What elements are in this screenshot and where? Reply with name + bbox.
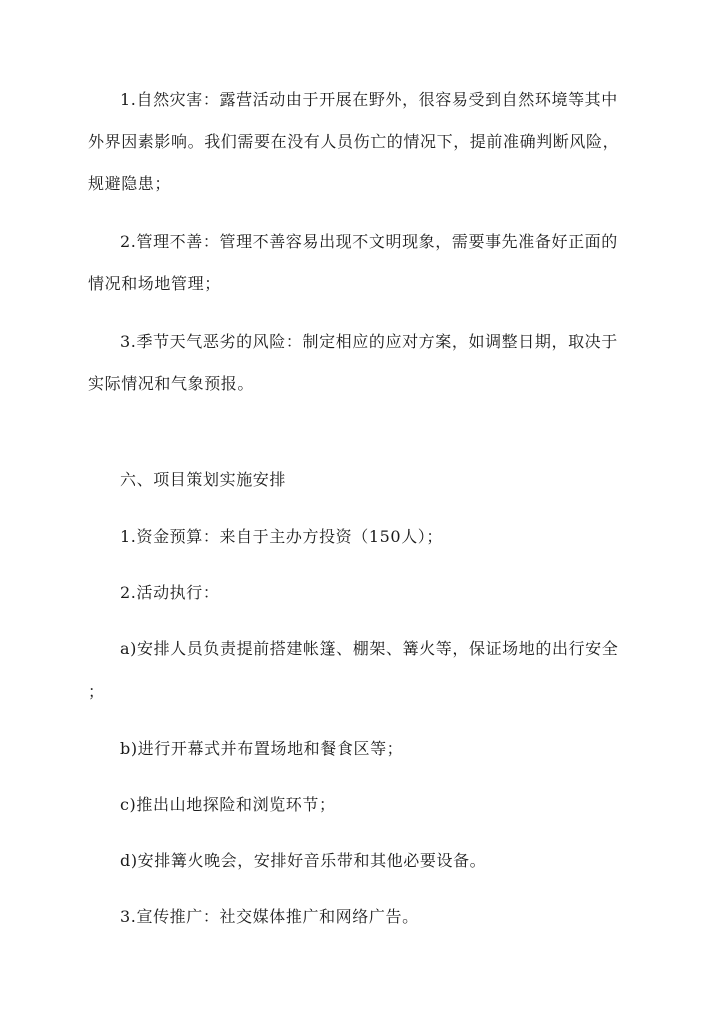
risk-item-1-line-1: 1.自然灾害：露营活动由于开展在野外，很容易受到自然环境等其中 [120,90,618,109]
step-a-line-2: ； [88,682,105,701]
risk-item-2-line-2: 情况和场地管理； [88,274,221,293]
risk-item-1-line-3: 规避隐患； [88,174,172,193]
risk-item-2-line-1: 2.管理不善：管理不善容易出现不文明现象，需要事先准备好正面的 [120,232,618,251]
step-d: d)安排篝火晚会，安排好音乐带和其他必要设备。 [120,851,487,870]
step-a-line-1: a)安排人员负责提前搭建帐篷、棚架、篝火等，保证场地的出行安全 [120,639,619,658]
risk-item-3-line-1: 3.季节天气恶劣的风险：制定相应的应对方案，如调整日期，取决于 [120,332,618,351]
promotion-item: 3.宣传推广：社交媒体推广和网络广告。 [120,907,419,926]
execution-title: 2.活动执行： [120,583,220,602]
section-heading: 六、项目策划实施安排 [120,470,287,489]
step-b: b)进行开幕式并布置场地和餐食区等； [120,739,404,758]
risk-item-1-line-2: 外界因素影响。我们需要在没有人员伤亡的情况下，提前准确判断风险， [88,132,620,151]
risk-item-3-line-2: 实际情况和气象预报。 [88,374,255,393]
budget-item: 1.资金预算：来自于主办方投资（150人）； [120,527,444,546]
step-c: c)推出山地探险和浏览环节； [120,795,336,814]
